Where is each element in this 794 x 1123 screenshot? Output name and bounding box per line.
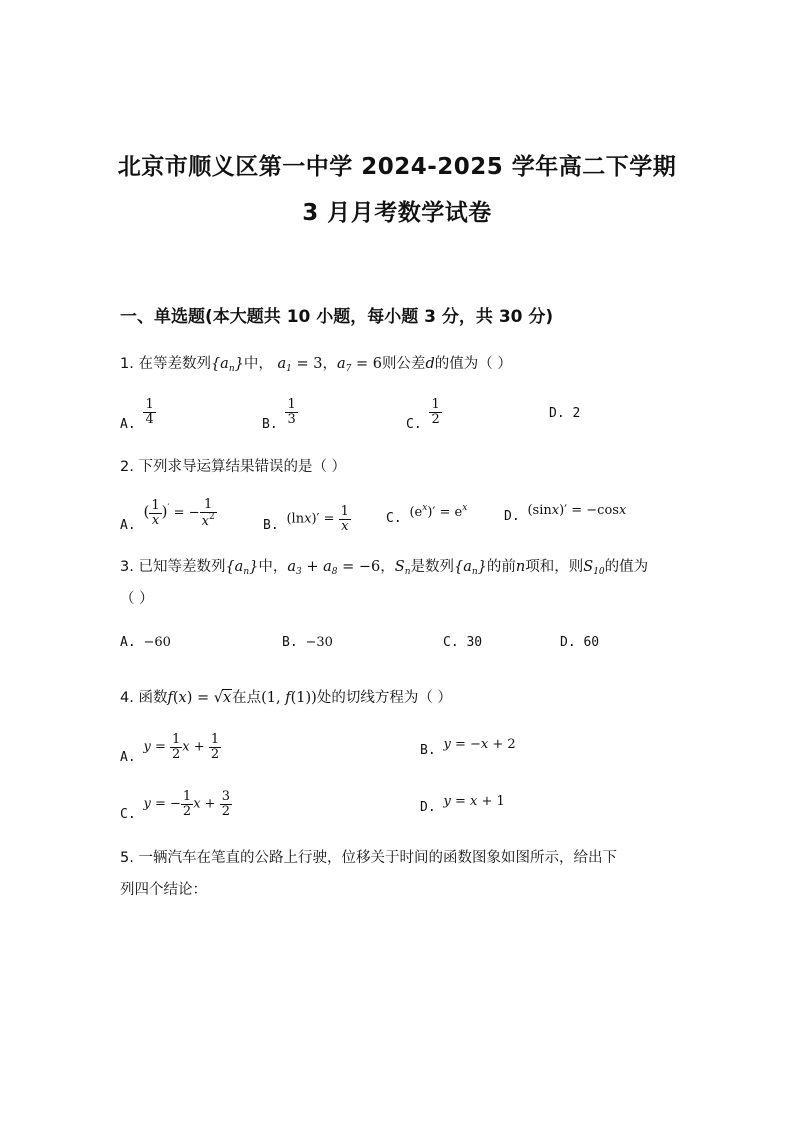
q1-option-a[interactable] [120, 397, 156, 432]
q3-option-c[interactable] [443, 635, 482, 650]
question-text: ， [380, 559, 395, 575]
option-label: B. [263, 517, 279, 533]
q3-option-a[interactable] [120, 635, 171, 650]
option-label: C. [120, 806, 136, 822]
question-text: 的值为 [604, 559, 649, 575]
question-4: 4. 函数f(x) = √x在点(1, f(1))处的切线方程为（ ） [120, 690, 452, 706]
option-label: B. [262, 416, 278, 432]
question-text: 是数列 [410, 559, 454, 575]
question-text: 已知等差数列 [138, 559, 226, 575]
question-text: 下列求导运算结果错误的是（ ） [138, 459, 347, 475]
title-line-1: 北京市顺义区第一中学 2024-2025 学年高二下学期 [117, 154, 677, 180]
q4-option-b[interactable]: B. y = −x + 2 [420, 737, 516, 758]
question-number: 5. [120, 850, 134, 866]
question-2 [120, 455, 346, 476]
option-value: −60 [143, 635, 171, 650]
q4-option-c[interactable]: C. y = − $\frac{1}{2}$ x + $\frac{3}{2}$ [120, 789, 230, 822]
question-text: 在等差数列 [138, 356, 211, 372]
option-label: D. [549, 406, 565, 421]
question-number: 1. [120, 356, 134, 372]
option-label: B. [282, 635, 298, 650]
fraction: $\frac{1}{4}$ [145, 397, 154, 427]
option-label: A. [120, 517, 136, 533]
option-label: D. [560, 635, 576, 650]
q1-option-b[interactable] [262, 397, 298, 432]
question-3-line-2: （ ） [120, 591, 154, 607]
question-text: 则公差 [381, 356, 426, 372]
option-label: C. [443, 635, 459, 650]
question-3: 3. 已知等差数列$\{a_n\}$中，$a_3 + a_8 = -6$，$S_n$是数列$\{a_n\}$的前n项和，则$S_{10}$的值为 [120, 559, 649, 577]
option-label: A. [120, 635, 136, 650]
option-label: C. [386, 511, 402, 526]
q2-option-c[interactable]: C. $(e^x)' = e^x$ [386, 503, 468, 526]
q2-option-a[interactable]: A. ( $\frac{1}{x}$ )′ = − $\frac{1}{x^2}$ [120, 497, 215, 533]
section-heading: 一、单选题(本大题共 10 小题，每小题 3 分，共 30 分) [120, 307, 554, 327]
question-number: 2. [120, 459, 134, 475]
q2-option-d[interactable]: D. (sinx)′ = −cosx [504, 503, 627, 524]
option-value: −30 [305, 635, 333, 650]
question-5-line-2: 列四个结论： [120, 882, 207, 898]
option-value: 2 [572, 406, 581, 421]
question-text: 中， [243, 356, 273, 372]
question-text: 的值为（ ） [434, 356, 512, 372]
option-value: 30 [466, 635, 483, 650]
q1-option-d[interactable] [549, 406, 580, 421]
question-text: 中， [258, 559, 288, 575]
option-label: D. [420, 800, 436, 815]
question-1: 1. 在等差数列$\{a_n\}$中， $a_1 = 3$，$a_7 = 6$则公差d的值为（ ） [120, 356, 512, 374]
q1-option-c[interactable] [406, 397, 442, 432]
option-label: A. [120, 416, 136, 432]
title-line-2: 3 月月考数学试卷 [302, 200, 492, 226]
question-text: 的前 [486, 559, 516, 575]
question-number: 4. [120, 690, 134, 706]
q3-option-b[interactable] [282, 635, 333, 650]
fraction: $\frac{1}{2}$ [431, 397, 440, 427]
option-label: D. [504, 509, 520, 524]
q2-option-b[interactable]: B. (lnx)′ = $\frac{1}{x}$ [263, 504, 349, 534]
question-text: 一辆汽车在笔直的公路上行驶，位移关于时间的函数图象如图所示，给出下 [138, 850, 617, 866]
question-text: 项和，则 [525, 559, 584, 575]
q4-option-a[interactable]: A. y = $\frac{1}{2}$ x + $\frac{1}{2}$ [120, 732, 220, 765]
question-text: 函数 [138, 690, 168, 706]
question-number: 3. [120, 559, 134, 575]
question-5 [120, 846, 617, 867]
q4-option-d[interactable]: D. y = x + 1 [420, 794, 505, 815]
q3-option-d[interactable] [560, 635, 599, 650]
question-text: 处的切线方程为（ ） [316, 690, 452, 706]
option-label: A. [120, 749, 136, 765]
option-label: C. [406, 416, 422, 432]
question-text: ， [322, 356, 337, 372]
option-label: B. [420, 743, 436, 758]
fraction: $\frac{1}{3}$ [287, 397, 296, 427]
question-text: 在点 [232, 690, 262, 706]
option-value: 60 [583, 635, 600, 650]
